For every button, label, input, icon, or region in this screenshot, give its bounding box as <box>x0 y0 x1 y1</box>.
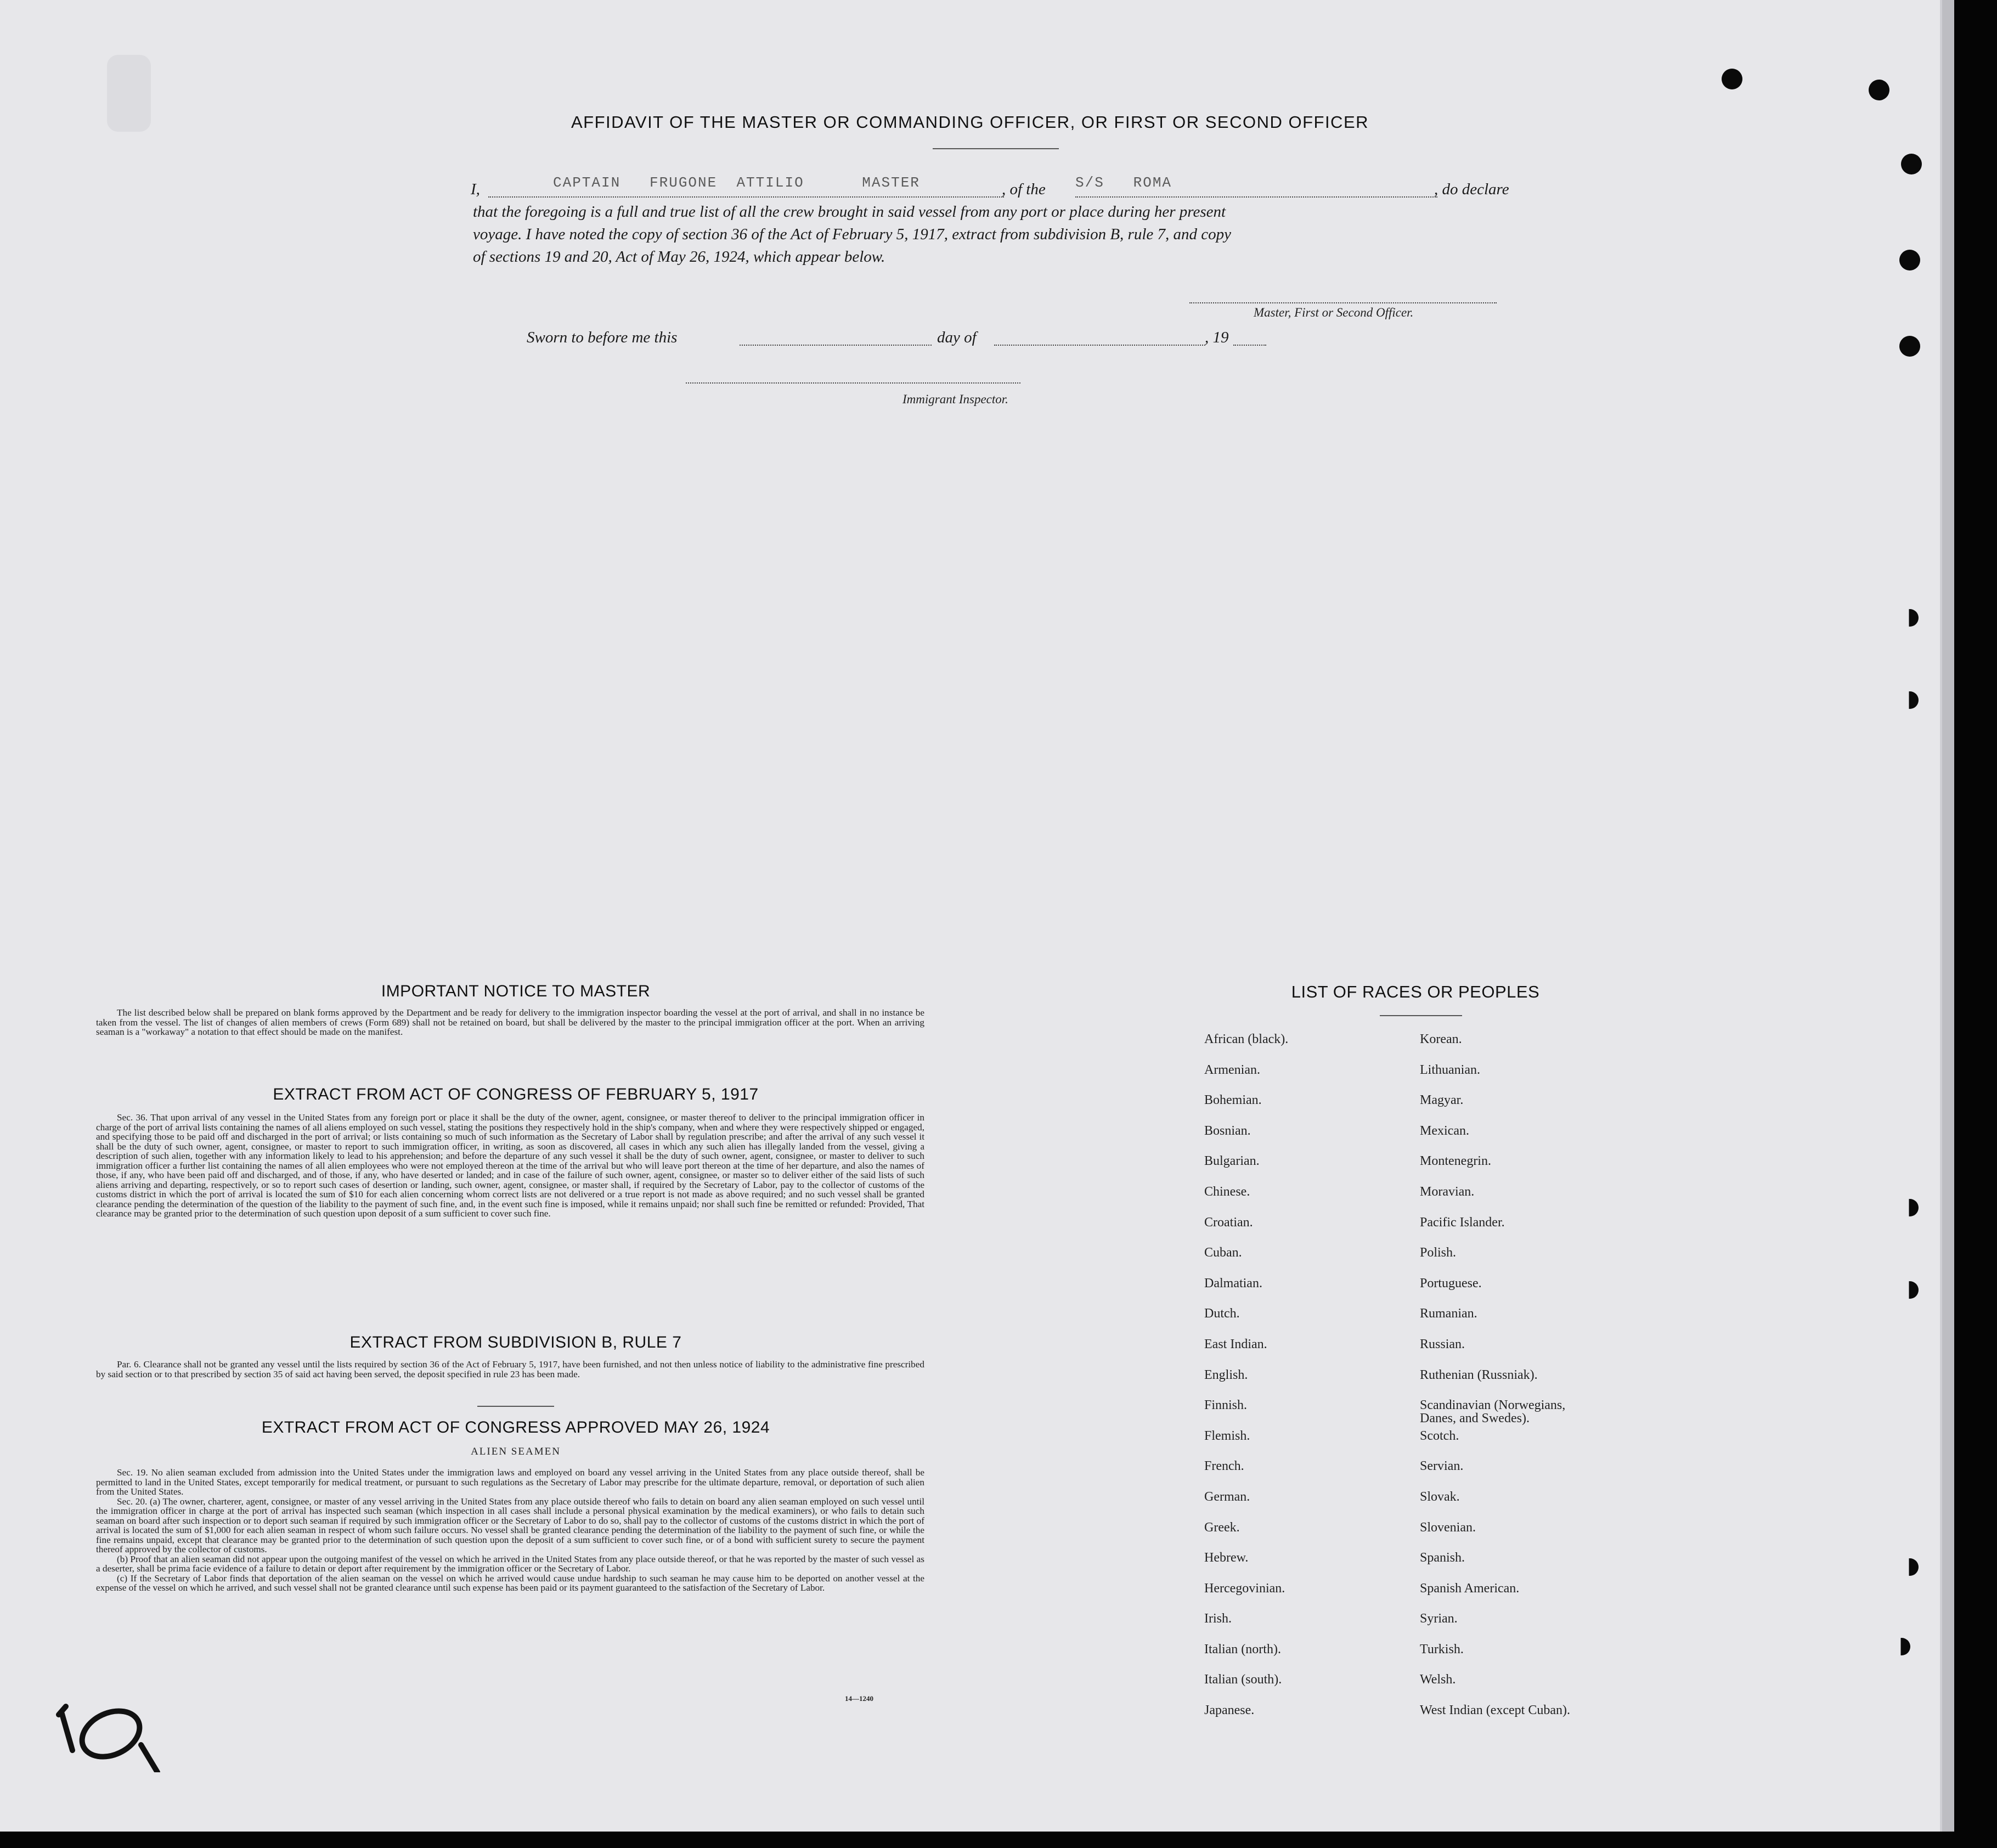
affidavit-line-4: of sections 19 and 20, Act of May 26, 1924, which appear below. <box>473 248 885 266</box>
punch-hole <box>1901 691 1919 709</box>
races-right-column <box>1420 1033 1570 1734</box>
year-line <box>1233 345 1266 346</box>
punch-hole <box>1901 154 1922 174</box>
race-item: Pacific Islander. <box>1420 1215 1505 1230</box>
race-item: French. <box>1204 1459 1244 1474</box>
master-signature-line <box>1189 302 1497 303</box>
notice-title: IMPORTANT NOTICE TO MASTER <box>381 982 651 1000</box>
punch-hole <box>1901 1558 1919 1576</box>
race-item: Hercegovinian. <box>1204 1581 1285 1596</box>
race-item: Syrian. <box>1420 1612 1458 1626</box>
race-item: Ruthenian (Russniak). <box>1420 1367 1538 1382</box>
race-item: Lithuanian. <box>1420 1062 1480 1077</box>
races-title: LIST OF RACES OR PEOPLES <box>1291 982 1540 1001</box>
handwritten-sheet-number <box>50 1690 166 1772</box>
declarant-prefix: I, <box>471 181 480 198</box>
sec-20c-paragraph: (c) If the Secretary of Labor finds that deportation of the alien seaman on the vessel on which he arrived would cause undue hardship to such seaman he may cause him to be deported on another vessel at the expense of the vessel on which he arrived, and such vessel shall not be granted clearance until such expense has been paid or its payment guaranteed to the satisfaction of the Secretary of Labor. <box>96 1573 924 1593</box>
race-item: Portuguese. <box>1420 1276 1482 1291</box>
sec-20a-paragraph: Sec. 20. (a) The owner, charterer, agent, consignee, or master of any vessel arriving in the United States from any place outside thereof who fails to detain on board any alien seaman employed on such vessel until the immigration officer in charge at the port of arrival has inspected such seaman (which inspection in all cases shall include a personal physical examination by the medical examiners), or who fails to detain such seaman on board after such inspection or to deport such seaman if required by such immigration officer or the Secretary of Labor to do so, shall pay to the collector of customs of the customs district in which the port of arrival is located the sum of $1,000 for each alien seaman in respect of whom such failure occurs. No vessel shall be granted clearance pending the determination of the liability to the payment of such fine, or while the fine remains unpaid, except that clearance may be granted prior to the determination of such question upon the deposit of a sum sufficient to cover such fine, or of a bond with sufficient surety to secure the payment thereof approved by the collector of customs. <box>96 1496 924 1554</box>
declarant-line <box>488 196 1004 198</box>
form-number: 14—1240 <box>845 1694 873 1703</box>
race-item: Slovenian. <box>1420 1520 1476 1535</box>
of-the-text: , of the <box>1002 181 1046 198</box>
inspector-signature-line <box>686 382 1020 384</box>
heading-rule <box>933 148 1059 149</box>
punch-hole <box>1722 69 1742 89</box>
race-item: Spanish. <box>1420 1551 1465 1565</box>
vessel-typed: S/S ROMA <box>1075 174 1172 191</box>
notice-body <box>96 1008 924 1037</box>
sworn-prefix: Sworn to before me this <box>527 329 678 346</box>
race-item: Mexican. <box>1420 1123 1469 1138</box>
race-item: Bohemian. <box>1204 1093 1262 1108</box>
race-item: Cuban. <box>1204 1246 1242 1260</box>
race-item: Chinese. <box>1204 1184 1250 1199</box>
race-item: Russian. <box>1420 1337 1465 1351</box>
race-item: Scotch. <box>1420 1428 1459 1443</box>
notice-paragraph: The list described below shall be prepared on blank forms approved by the Department and be ready for delivery to the immigration inspector boarding the vessel at the port of arrival, and shall in no instance be taken from the vessel. The list of changes of alien members of crews (Form 689) shall not be retained on board, but shall be delivered by the master to the principal immigration officer at the port. When an arriving seaman is a "workaway" a notation to that effect should be made on the manifest. <box>96 1007 924 1037</box>
affidavit-line-2: that the foregoing is a full and true list of all the crew brought in said vessel from any port or place during her present <box>473 203 1226 221</box>
punch-hole <box>1893 1638 1910 1655</box>
races-left-column <box>1204 1033 1288 1734</box>
year-prefix: , 19 <box>1205 329 1229 346</box>
sec-19-paragraph: Sec. 19. No alien seaman excluded from admission into the United States under the immigration laws and employed on board any vessel arriving in the United States from any place outside thereof, shall be permitted to land in the United States, except temporarily for medical treatment, or pursuant to such regulations as the Secretary of Labor may prescribe for the ultimate departure, removal, or deportation of such alien from the United States. <box>96 1467 924 1497</box>
race-item: Turkish. <box>1420 1642 1464 1657</box>
rule-7-body <box>96 1360 924 1379</box>
punch-hole <box>1901 1199 1919 1216</box>
race-item: German. <box>1204 1489 1250 1504</box>
par-6-paragraph: Par. 6. Clearance shall not be granted any vessel until the lists required by section 36 of the Act of February 5, 1917, have been furnished, and not then unless notice of liability to the administrative fine prescribed by said section or to that prescribed by section 35 of said act having been served, the deposit specified in rule 23 has been made. <box>96 1359 924 1379</box>
race-item: Irish. <box>1204 1612 1232 1626</box>
declarant-typed: CAPTAIN FRUGONE ATTILIO MASTER <box>553 174 920 191</box>
affidavit-heading: AFFIDAVIT OF THE MASTER OR COMMANDING OFFICER, OR FIRST OR SECOND OFFICER <box>571 112 1369 132</box>
race-item: Japanese. <box>1204 1703 1255 1718</box>
race-item: African (black). <box>1204 1032 1289 1046</box>
race-item: Slovak. <box>1420 1489 1460 1504</box>
race-item: Greek. <box>1204 1520 1240 1535</box>
punch-hole <box>1869 80 1889 100</box>
punch-hole <box>1899 336 1920 357</box>
sec-36-paragraph: Sec. 36. That upon arrival of any vessel in the United States from any foreign port or place it shall be the duty of the owner, agent, consignee, or master thereof to deliver to the principal immigration officer in charge of the port of arrival lists containing the names of all aliens employed on such vessel, stating the positions they respectively hold in the ship's company, when and where they were respectively shipped or engaged, and specifying those to be paid off and discharged in the port of arrival; or lists containing so much of such information as the Secretary of Labor shall by regulation prescribe; and after the arrival of any such vessel it shall be the duty of such owner, agent, consignee, or master to report to such immigration officer, in writing, as soon as discovered, all cases in which any such alien has illegally landed from the vessel, giving a description of such alien, together with any information likely to lead to his apprehension; and before the departure of any such vessel it shall be the duty of such owner, agent, consignee, or master to deliver to such immigration officer a further list containing the names of all alien employees who were not employed thereon at the time of the arrival but who will leave port thereon at the time of her departure, and also the names of those, if any, who have been paid off and discharged, and of those, if any, who have deserted or landed; and in case of the failure of such owner, agent, consignee, or master so to deliver either of the said lists of such aliens arriving and departing, respectively, or so to report such cases of desertion or landing, such owner, agent, consignee, or master shall, if required by the Secretary of Labor, pay to the collector of customs of the customs district in which the port of arrival is located the sum of $10 for each alien concerning whom correct lists are not delivered or a true report is not made as above required; and no such vessel shall be granted clearance pending the determination of the question of the liability to the payment of such fine, and, in the event such fine is imposed, while it remains unpaid; nor shall such fine be remitted or refunded: Provided, That clearance may be granted prior to the determination of such question upon deposit of a sum sufficient to cover such fine. <box>96 1112 924 1219</box>
punch-hole <box>1901 609 1919 627</box>
race-item: Armenian. <box>1204 1062 1260 1077</box>
day-of-text: day of <box>937 329 977 346</box>
race-item: Scandinavian (Norwegians, Danes, and Swedes). <box>1420 1398 1566 1426</box>
extract-1917-body <box>96 1113 924 1219</box>
race-item: Croatian. <box>1204 1215 1253 1230</box>
extract-1924-title: EXTRACT FROM ACT OF CONGRESS APPROVED MAY 26, 1924 <box>261 1418 770 1436</box>
master-caption: Master, First or Second Officer. <box>1254 306 1414 319</box>
sworn-day-line <box>740 345 932 346</box>
do-declare-text: , do declare <box>1434 181 1509 198</box>
race-item: East Indian. <box>1204 1337 1267 1351</box>
race-item: Polish. <box>1420 1246 1457 1260</box>
rule-7-title: EXTRACT FROM SUBDIVISION B, RULE 7 <box>349 1333 682 1351</box>
affidavit-line-3: voyage. I have noted the copy of section 36 of the Act of February 5, 1917, extract from subdivision B, rule 7, and copy <box>473 226 1232 243</box>
race-item: Servian. <box>1420 1459 1464 1474</box>
race-item: Hebrew. <box>1204 1551 1249 1565</box>
sec-20b-paragraph: (b) Proof that an alien seaman did not appear upon the outgoing manifest of the vessel on which he arrived in the United States from any place outside thereof, or that he was reported by the master of such vessel as a deserter, shall be prima facie evidence of a failure to detain or deport after requirement by the immigration officer or the Secretary of Labor. <box>96 1553 924 1574</box>
punch-hole <box>1899 250 1920 271</box>
race-item: Flemish. <box>1204 1428 1250 1443</box>
section-divider <box>477 1406 554 1407</box>
race-item: Spanish American. <box>1420 1581 1520 1596</box>
extract-1924-body <box>96 1468 924 1593</box>
extract-1917-title: EXTRACT FROM ACT OF CONGRESS OF FEBRUARY 5, 1917 <box>273 1085 759 1103</box>
page-edge <box>1942 0 1954 1832</box>
punch-hole <box>1901 1281 1919 1299</box>
inspector-caption: Immigrant Inspector. <box>902 392 1008 406</box>
race-item: Finnish. <box>1204 1398 1248 1413</box>
race-item: Magyar. <box>1420 1093 1464 1108</box>
race-item: Moravian. <box>1420 1184 1475 1199</box>
race-item: Montenegrin. <box>1420 1154 1491 1169</box>
race-item: West Indian (except Cuban). <box>1420 1703 1570 1718</box>
race-item: Bulgarian. <box>1204 1154 1260 1169</box>
race-item: Dutch. <box>1204 1306 1240 1321</box>
vessel-line <box>1075 196 1437 198</box>
race-item: Italian (north). <box>1204 1642 1281 1657</box>
races-title-rule <box>1380 1015 1462 1016</box>
race-item: Korean. <box>1420 1032 1462 1046</box>
alien-seamen-subtitle: ALIEN SEAMEN <box>471 1446 561 1457</box>
race-item: Dalmatian. <box>1204 1276 1262 1291</box>
sworn-month-line <box>994 345 1205 346</box>
race-item: Bosnian. <box>1204 1123 1251 1138</box>
race-item: English. <box>1204 1367 1248 1382</box>
race-item: Italian (south). <box>1204 1672 1282 1687</box>
race-item: Rumanian. <box>1420 1306 1477 1321</box>
race-item: Welsh. <box>1420 1672 1456 1687</box>
